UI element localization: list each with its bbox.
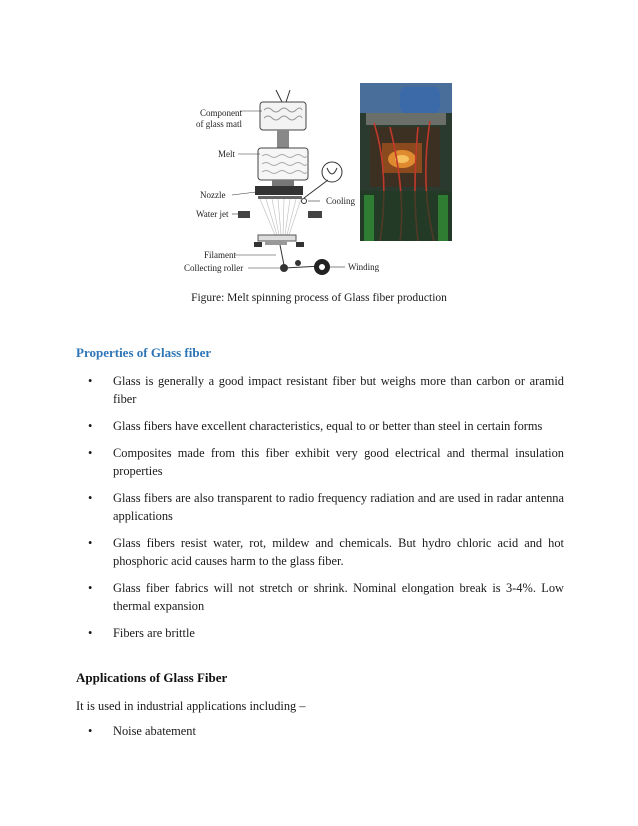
applications-list [88, 722, 564, 740]
list-item: • Glass fibers resist water, rot, mildew and chemicals. But hydro chloric acid and hot phosphoric acid causes harm to the glass fiber. [88, 534, 564, 570]
label-component: Component [200, 108, 242, 118]
list-item: • Fibers are brittle [88, 624, 564, 642]
machinery-photo-graphic [360, 83, 452, 241]
production-photo [360, 83, 452, 241]
label-collecting-roller: Collecting roller [184, 263, 244, 273]
list-item: • Glass fiber fabrics will not stretch or shrink. Nominal elongation break is 3-4%. Low thermal expansion [88, 579, 564, 615]
properties-heading: Properties of Glass fiber [76, 345, 212, 360]
label-melt: Melt [218, 149, 235, 159]
applications-intro: It is used in industrial applications including – [76, 699, 306, 713]
applications-heading: Applications of Glass Fiber [76, 670, 228, 685]
label-winding: Winding [348, 262, 380, 272]
figure-caption: Figure: Melt spinning process of Glass fiber production [191, 292, 447, 304]
label-component-2: of glass matl [196, 119, 242, 129]
label-nozzle: Nozzle [200, 190, 226, 200]
list-item: • Composites made from this fiber exhibit very good electrical and thermal insulation properties [88, 444, 564, 480]
properties-list [88, 372, 564, 651]
label-water-jet: Water jet [196, 209, 229, 219]
list-item: • Noise abatement [88, 722, 564, 740]
list-item: • Glass is generally a good impact resistant fiber but weighs more than carbon or aramid fiber [88, 372, 564, 408]
list-item: • Glass fibers have excellent characteristics, equal to or better than steel in certain forms [88, 417, 564, 435]
list-item: • Glass fibers are also transparent to radio frequency radiation and are used in radar antenna applications [88, 489, 564, 525]
label-filament: Filament [204, 250, 236, 260]
label-cooling: Cooling [326, 196, 356, 206]
